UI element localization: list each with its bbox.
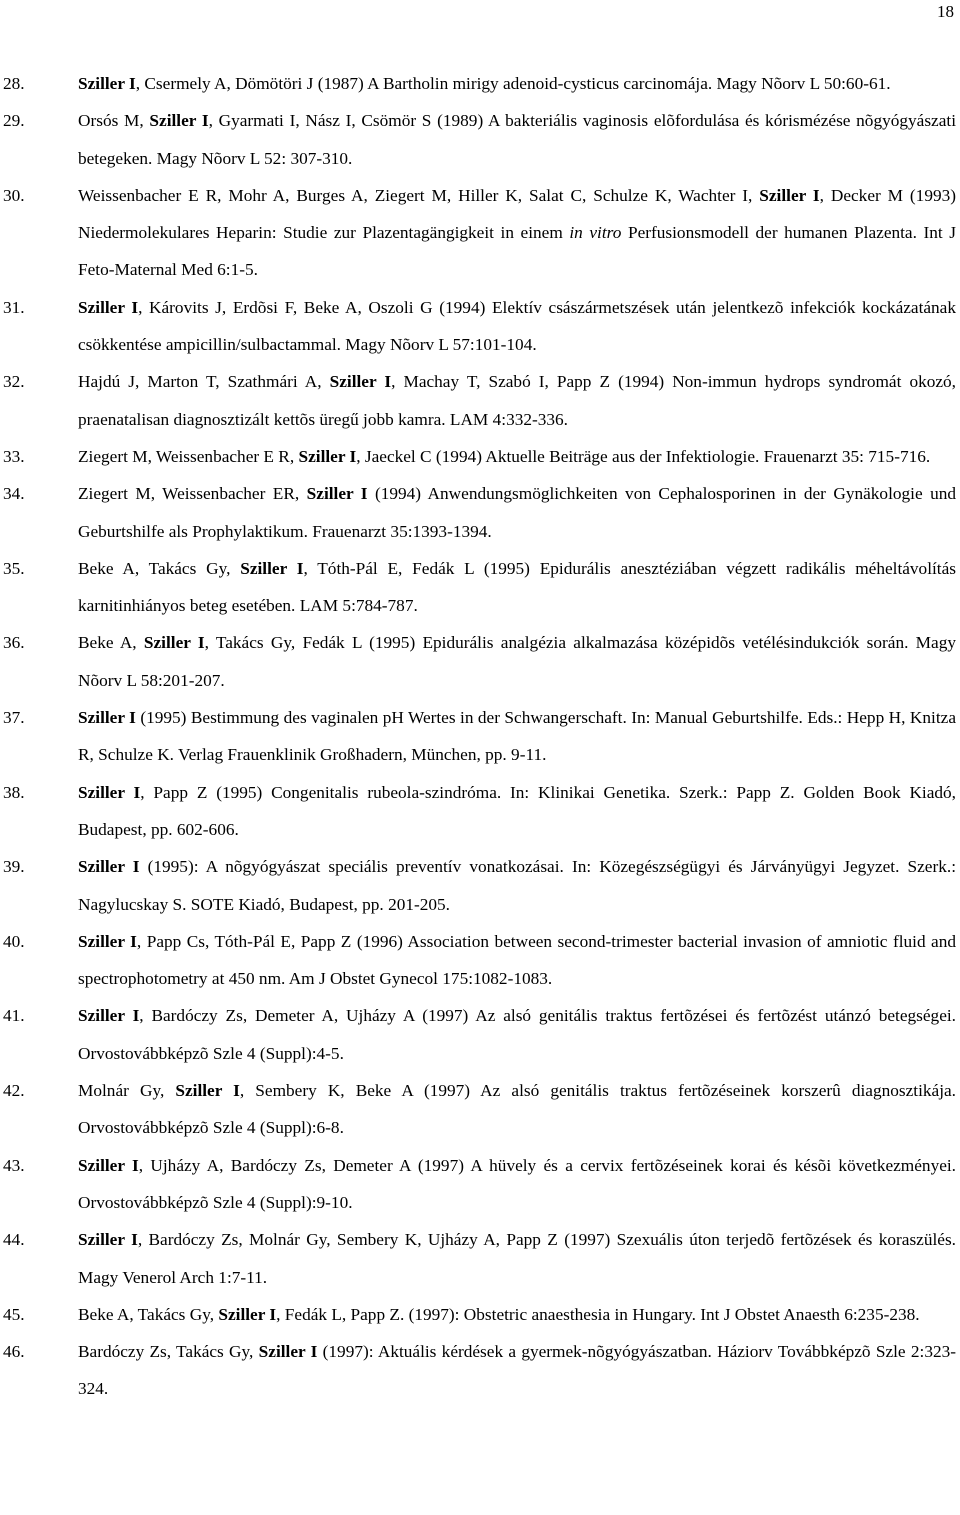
reference-text-segment: , Tóth-Pál E, Fedák L (1995) Epidurális anesztéziában végzett radikális méheltávolítás karnitinhiányos beteg esetében. LAM 5:784-787. [78,558,957,616]
reference-text-segment: Perfusionsmodell der humanen Plazenta. Int J Feto-Maternal Med 6:1-5. [78,223,957,280]
reference-item [0,177,960,289]
reference-text-segment: , Bardóczy Zs, Molnár Gy, Sembery K, Ujházy A, Papp Z (1997) Szexuális úton terjedõ fertõzések és koraszülés. Magy Venerol Arch 1:7-11. [78,1230,957,1287]
reference-text [78,783,956,839]
reference-text-segment: Orsós M, [78,111,150,131]
reference-text [78,1156,956,1212]
reference-text-segment: , Takács Gy, Fedák L (1995) Epidurális analgézia alkalmazása középidõs vetélésindukciók során. Magy Nõorv L 58:201-207. [78,633,956,690]
reference-text-segment: Weissenbacher E R, Mohr A, Burges A, Ziegert M, Hiller K, Salat C, Schulze K, Wachter I, [78,185,760,205]
reference-text [78,372,956,428]
reference-number: 37. [3,708,25,728]
reference-item [0,923,960,998]
reference-text [78,1342,956,1398]
reference-number: 39. [3,857,25,877]
author-highlight: Sziller I [175,1081,240,1101]
author-highlight: Sziller I [306,484,368,504]
reference-text-segment: Beke A, Takács Gy, [78,1304,219,1324]
reference-number: 41. [3,1006,25,1026]
reference-number: 35. [3,558,25,578]
reference-text-segment: , Papp Cs, Tóth-Pál E, Papp Z (1996) Association between second-trimester bacterial invasion of amniotic fluid and spectrophotometry at 450 nm. Am J Obstet Gynecol 175:1082-1083. [78,931,957,989]
reference-number: 36. [3,633,25,653]
author-highlight: Sziller I [78,297,139,317]
reference-item [0,438,960,475]
reference-number: 31. [3,297,25,317]
reference-number: 32. [3,372,25,392]
reference-item [0,848,960,923]
reference-text [78,186,956,280]
reference-number: 44. [3,1230,25,1250]
reference-text-segment: Beke A, Takács Gy, [78,558,241,578]
reference-number: 46. [3,1342,25,1362]
reference-text [78,857,956,913]
reference-text [78,1230,956,1286]
reference-item [0,1072,960,1147]
reference-text-segment: (1997): Aktuális kérdések a gyermek-nõgyógyászatban. Háziorv Továbbképzõ Szle 2:323-324. [78,1342,956,1399]
reference-text-segment: Beke A, [78,633,144,653]
reference-number: 29. [3,111,25,131]
reference-list [0,65,960,1408]
reference-item [0,550,960,625]
reference-text [78,708,956,764]
reference-number: 33. [3,446,25,466]
reference-item [0,699,960,774]
reference-item [0,624,960,699]
reference-number: 38. [3,782,25,802]
author-highlight: Sziller I [240,558,304,578]
reference-number: 42. [3,1081,25,1101]
reference-item [0,1147,960,1222]
reference-number: 34. [3,484,25,504]
reference-item [0,65,960,102]
reference-text-segment: , Papp Z (1995) Congenitalis rubeola-szindróma. In: Klinikai Genetika. Szerk.: Papp Z. Golden Book Kiadó, Budapest, pp. 602-606. [78,782,957,839]
reference-item [0,102,960,177]
reference-item [0,289,960,364]
reference-text-segment: , Fedák L, Papp Z. (1997): Obstetric anaesthesia in Hungary. Int J Obstet Anaesth 6:235-238. [276,1304,920,1324]
reference-number: 45. [3,1304,25,1324]
reference-item [0,363,960,438]
author-highlight: Sziller I [78,782,141,802]
reference-item [0,1221,960,1296]
author-highlight: Sziller I [78,708,136,728]
author-highlight: Sziller I [143,633,205,653]
reference-text-segment: Hajdú J, Marton T, Szathmári A, [78,372,330,392]
reference-text [78,447,930,466]
author-highlight: Sziller I [78,74,136,93]
reference-text [78,1081,956,1137]
reference-text-segment: Ziegert M, Weissenbacher ER, [78,484,307,504]
reference-item [0,475,960,550]
reference-text-segment: , Sembery K, Beke A (1997) Az alsó genitális traktus fertõzéseinek korszerû diagnosztikája. Orvostovábbképzõ Szle 4 (Suppl):6-8. [78,1081,956,1138]
reference-text-segment: (1995) Bestimmung des vaginalen pH Wertes in der Schwangerschaft. In: Manual Geburtshilfe. Eds.: Hepp H, Knitza R, Schulze K. Verlag Frauenklinik Großhadern, München, pp. 9-11. [78,708,956,765]
reference-item [0,1333,960,1408]
reference-text-segment: , Csermely A, Dömötöri J (1987) A Bartholin mirigy adenoid-cysticus carcinomája. Magy Nõorv L 50:60-61. [135,74,891,93]
reference-item [0,774,960,849]
reference-text-segment: , Károvits J, Erdõsi F, Beke A, Oszoli G (1994) Elektív császármetszések után jelentkezõ infekciók kockázatának csökkentése ampicillin/sulbactammal. Magy Nõorv L 57:101-104. [78,297,956,355]
reference-text-segment: , Gyarmati I, Nász I, Csömör S (1989) A bakteriális vaginosis elõfordulása és kórismézése nõgyógyászati betegeken. Magy Nõorv L 52: 307-310. [78,111,956,168]
author-highlight: Sziller I [759,185,820,205]
reference-text [78,1006,956,1062]
reference-text-segment: , Machay T, Szabó I, Papp Z (1994) Non-immun hydrops syndromát okozó, praenatalisan diagnosztizált kettõs üregű jobb kamra. LAM 4:332-336. [78,372,956,429]
author-highlight: Sziller I [78,1230,138,1250]
author-highlight: Sziller I [218,1304,277,1324]
reference-text [78,932,956,988]
reference-text-segment: Bardóczy Zs, Takács Gy, [78,1342,259,1362]
reference-text-segment: (1994) Anwendungsmöglichkeiten von Cephalosporinen in der Gynäkologie und Geburtshilfe als Prophylaktikum. Frauenarzt 35:1393-1394. [78,484,956,541]
reference-text-segment: Ziegert M, Weissenbacher E R, [78,446,299,466]
italic-term: in vitro [569,223,622,243]
author-highlight: Sziller I [78,1006,140,1026]
author-highlight: Sziller I [78,931,137,951]
reference-number: 43. [3,1155,25,1175]
author-highlight: Sziller I [149,111,209,131]
reference-text-segment: , Bardóczy Zs, Demeter A, Ujházy A (1997) Az alsó genitális traktus fertõzései és fertõzést utánzó betegségei. Orvostovábbképzõ Szle 4 (Suppl):4-5. [78,1006,956,1063]
reference-text-segment: Molnár Gy, [78,1081,176,1101]
reference-text [78,111,956,167]
reference-item [0,997,960,1072]
reference-number: 40. [3,931,25,951]
reference-text [78,298,956,354]
author-highlight: Sziller I [258,1342,318,1362]
reference-text-segment: , Decker M (1993) Niedermolekulares Heparin: Studie zur Plazentagängigkeit in einem [78,185,956,243]
reference-text [78,74,891,93]
author-highlight: Sziller I [329,372,392,392]
reference-number: 30. [3,185,25,205]
reference-text [78,559,956,615]
reference-text [78,484,956,540]
reference-text [78,633,956,689]
author-highlight: Sziller I [78,1155,139,1175]
reference-text-segment: , Jaeckel C (1994) Aktuelle Beiträge aus der Infektiologie. Frauenarzt 35: 715-716. [356,446,931,466]
reference-number: 28. [3,74,25,93]
reference-text-segment: , Ujházy A, Bardóczy Zs, Demeter A (1997) A hüvely és a cervix fertõzéseinek korai és késõi következményei. Orvostovábbképzõ Szle 4 (Suppl):9-10. [78,1155,956,1212]
page-number: 18 [937,2,954,21]
reference-item [0,1296,960,1333]
reference-text-segment: (1995): A nõgyógyászat speciális preventív vonatkozásai. In: Közegészségügyi és Járványügyi Jegyzet. Szerk.: Nagylucskay S. SOTE Kiadó, Budapest, pp. 201-205. [78,857,956,914]
author-highlight: Sziller I [78,857,140,877]
reference-text [78,1305,920,1324]
author-highlight: Sziller I [298,446,357,466]
